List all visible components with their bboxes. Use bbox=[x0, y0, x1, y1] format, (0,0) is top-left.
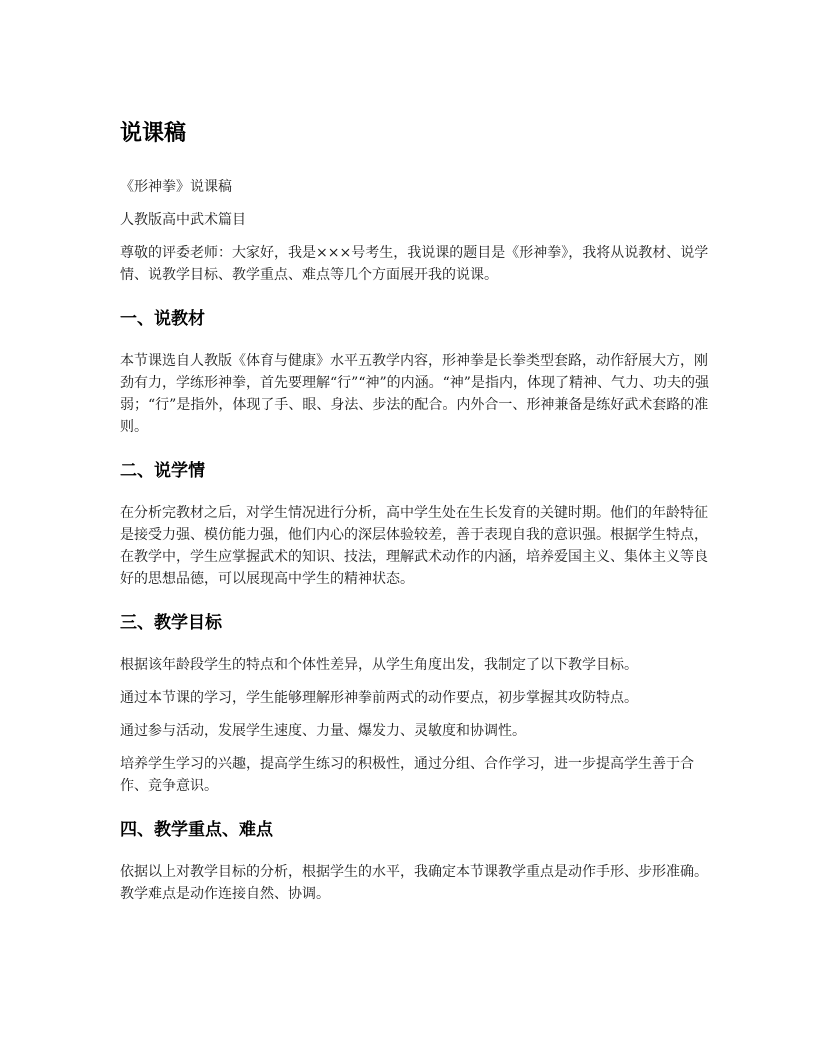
section-paragraph: 通过本节课的学习，学生能够理解形神拳前两式的动作要点，初步掌握其攻防特点。 bbox=[120, 690, 638, 706]
textbook-label: 人教版高中武术篇目 bbox=[120, 212, 246, 228]
section-heading: 一、说教材 bbox=[120, 309, 205, 329]
section-heading: 三、教学目标 bbox=[120, 613, 222, 633]
document-title: 说课稿 bbox=[120, 121, 187, 146]
section-paragraph: 本节课选自人教版《体育与健康》水平五教学内容，形神拳是长拳类型套路，动作舒展大方，刚劲有力，学练形神拳，首先要理解“行”“神”的内涵。“神”是指内，体现了精神、气力、功夫的强弱；“行”是指外，体现了手、眼、身法、步法的配合。内外合一、形神兼备是练好武术套路的准则。 bbox=[120, 353, 709, 435]
section-learner-analysis bbox=[120, 458, 720, 590]
section-paragraph: 根据该年龄段学生的特点和个体性差异，从学生角度出发，我制定了以下教学目标。 bbox=[120, 657, 638, 673]
section-key-points bbox=[120, 817, 720, 905]
intro-paragraph: 尊敬的评委老师：大家好，我是×××号考生，我说课的题目是《形神拳》，我将从说教材、说学情、说教学目标、教学重点、难点等几个方面展开我的说课。 bbox=[120, 245, 709, 283]
section-teaching-goals bbox=[120, 610, 720, 797]
document-subtitle: 《形神拳》说课稿 bbox=[120, 179, 232, 195]
section-paragraph: 依据以上对教学目标的分析，根据学生的水平，我确定本节课教学重点是动作手形、步形准确。教学难点是动作连接自然、协调。 bbox=[120, 864, 708, 902]
section-paragraph: 在分析完教材之后，对学生情况进行分析，高中学生处在生长发育的关键时期。他们的年龄特征是接受力强、模仿能力强，他们内心的深层体验较差，善于表现自我的意识强。根据学生特点，在教学中，学生应掌握武术的知识、技法，理解武术动作的内涵，培养爱国主义、集体主义等良好的思想品德，可以展现高中学生的精神状态。 bbox=[120, 505, 708, 587]
section-heading: 二、说学情 bbox=[120, 461, 205, 481]
section-paragraph: 培养学生学习的兴趣，提高学生练习的积极性，通过分组、合作学习，进一步提高学生善于合作、竞争意识。 bbox=[120, 756, 694, 794]
section-heading: 四、教学重点、难点 bbox=[120, 820, 273, 840]
section-textbook bbox=[120, 306, 720, 438]
section-paragraph: 通过参与活动，发展学生速度、力量、爆发力、灵敏度和协调性。 bbox=[120, 723, 526, 739]
document-page bbox=[120, 118, 720, 916]
